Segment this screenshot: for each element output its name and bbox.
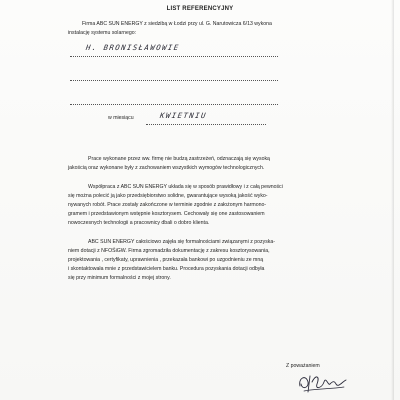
address-line-1 (70, 56, 278, 57)
para2-line-2: się można polecić ją jako przedsiębiorstwo solidne, gwarantujące wysoką jakość wyko- (68, 193, 268, 199)
para3-line-1: ABC SUN ENERGY całościowo zajęła się formalnościami związanymi z pozyska- (88, 239, 276, 245)
para2-line-5: nowoczesnych technologii a pracownicy dbali o dobro klienta. (68, 220, 210, 226)
handwritten-signature (296, 368, 348, 396)
recipient-handwritten: H. BRONISŁAWOWIE (85, 43, 181, 52)
closing-text: Z poważaniem (286, 363, 320, 369)
para3-line-5: się przy minimum formalności z mojej strony. (68, 275, 171, 281)
para2-line-1: Współpraca z ABC SUN ENERGY układa się w sposób prawidłowy i z całą pewności (88, 184, 283, 190)
para1-line-2: jakością oraz wykonane były z zachowaniem wszystkich wymogów technologicznych. (68, 165, 265, 171)
address-line-3 (70, 104, 278, 105)
para3-line-2: niem dotacji z NFOŚiGW. Firma zgromadziła dokumentację z zakresu kosztorysowania, (68, 248, 270, 254)
para1-line-1: Prace wykonane przez ww. firmę nie budzą zastrzeżeń, odznaczają się wysoką (88, 156, 270, 162)
para3-line-3: projektowania , certyfikaty, uprawnienia , przekazała bankowi po uzgodnieniu ze mną (68, 257, 264, 263)
para2-line-4: gramem i przedstawionym wstępnie kosztorysem. Cechowały się one zastosowaniem (68, 211, 265, 217)
intro-line-2: instalację systemu solarnego: (68, 30, 137, 36)
month-label: w miesiącu (108, 115, 134, 121)
letter-title: LIST REFERENCYJNY (166, 6, 234, 12)
para2-line-3: nywanych robót. Prace zostały zakończone w terminie zgodnie z założonym harmono- (68, 202, 267, 208)
intro-line-1: Firma ABC SUN ENERGY z siedzibą w Łodzi przy ul. G. Narutowicza 6/13 wykona (82, 21, 272, 27)
month-line (146, 124, 266, 125)
para3-line-4: i skontaktowała mnie z przedstawicielem banku. Procedura pozyskania dotacji odbyła (68, 266, 265, 272)
address-line-2 (70, 80, 278, 81)
month-handwritten: KWIETNIU (159, 111, 208, 120)
